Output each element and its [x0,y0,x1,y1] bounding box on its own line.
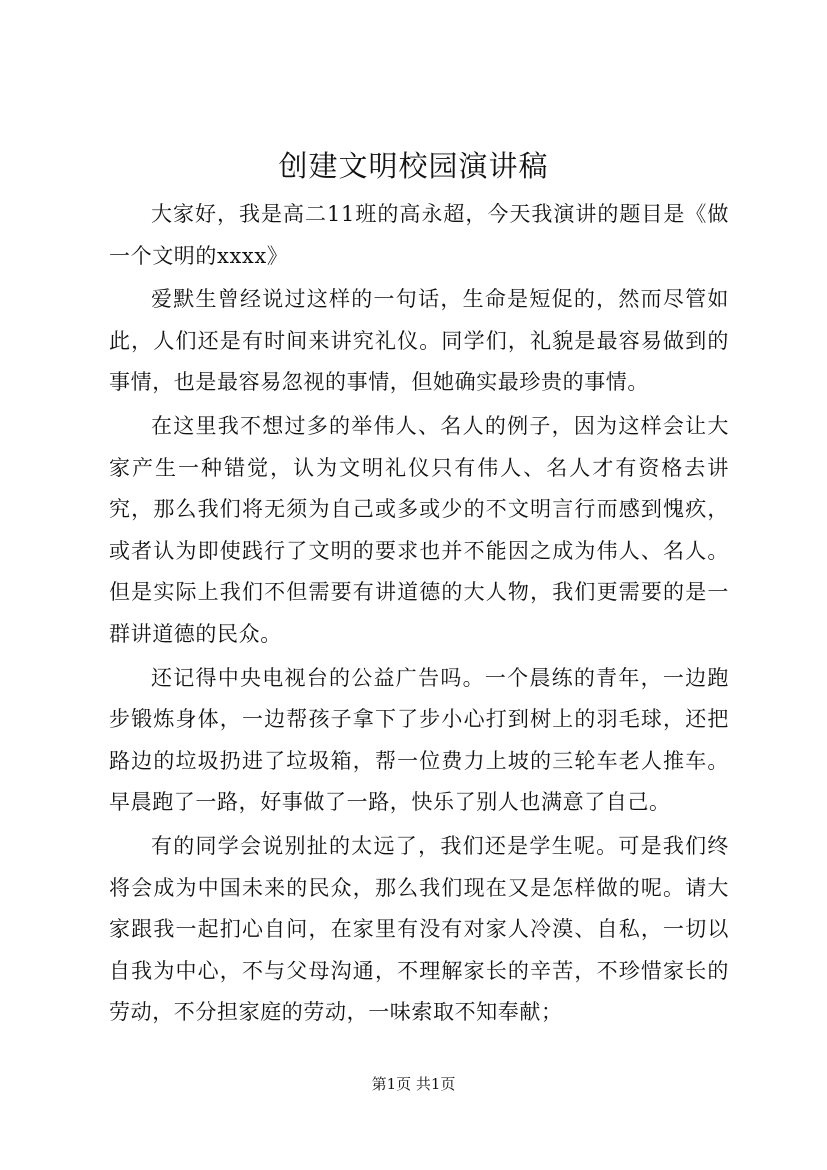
paragraph-emerson-quote: 爱默生曾经说过这样的一句话，生命是短促的，然而尽管如此，人们还是有时间来讲究礼仪。同学们，礼貌是最容易做到的事情，也是最容易忽视的事情，但她确实最珍贵的事情。 [109,287,729,395]
paragraph-cctv-ad: 还记得中央电视台的公益广告吗。一个晨练的青年，一边跑步锻炼身体，一边帮孩子拿下了步小心打到树上的羽毛球，还把路边的垃圾扔进了垃圾箱，帮一位费力上坡的三轮车老人推车。早晨跑了一路，好事做了一路，快乐了别人也满意了自己。 [109,665,729,815]
paragraph-great-people: 在这里我不想过多的举伟人、名人的例子，因为这样会让大家产生一种错觉，认为文明礼仪只有伟人、名人才有资格去讲究，那么我们将无须为自己或多或少的不文明言行而感到愧疚，或者认为即使践行了文明的要求也并不能因之成为伟人、名人。但是实际上我们不但需要有讲道德的大人物，我们更需要的是一群讲道德的民众。 [109,413,729,646]
paragraph-greeting: 大家好，我是高二11班的高永超，今天我演讲的题目是《做一个文明的xxxx》 [109,202,729,268]
document-body [109,194,729,1036]
page-footer: 第1页 共1页 [371,1075,456,1093]
paragraph-students: 有的同学会说别扯的太远了，我们还是学生呢。可是我们终将会成为中国未来的民众，那么我们现在又是怎样做的呢。请大家跟我一起扪心自问，在家里有没有对家人冷漠、自私，一切以自我为中心，不与父母沟通，不理解家长的辛苦，不珍惜家长的劳动，不分担家庭的劳动，一味索取不知奉献； [109,833,729,1025]
document-title: 创建文明校园演讲稿 [278,149,549,183]
